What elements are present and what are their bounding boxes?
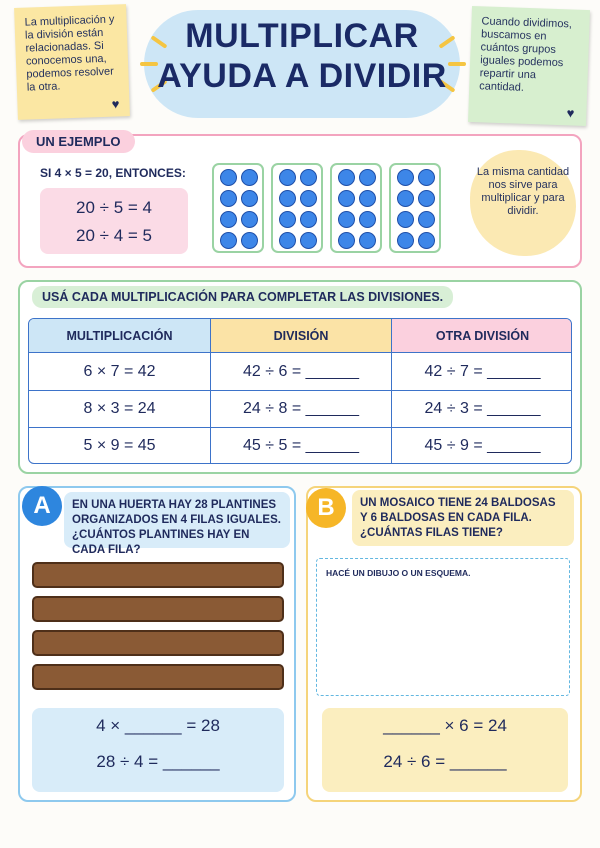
table-header: MULTIPLICACIÓN	[29, 319, 210, 353]
dot-icon	[338, 169, 355, 186]
garden-row	[32, 664, 284, 690]
example-result-2: 20 ÷ 4 = 5	[76, 226, 152, 245]
table-cell[interactable]: 45 ÷ 5 = ______	[211, 427, 391, 464]
title-line-2: AYUDA A DIVIDIR	[157, 57, 447, 95]
problem-a-badge: A	[22, 486, 62, 526]
garden-row	[32, 562, 284, 588]
dot-icon	[300, 232, 317, 249]
dot-icon	[397, 211, 414, 228]
dot-icon	[220, 190, 237, 207]
table-column-multiplication	[29, 319, 210, 464]
dot-icon	[279, 232, 296, 249]
dot-group	[271, 163, 323, 253]
dot-group	[330, 163, 382, 253]
dot-icon	[338, 190, 355, 207]
table-cell: 6 × 7 = 42	[83, 362, 156, 380]
dot-icon	[397, 190, 414, 207]
problem-b-question: UN MOSAICO TIENE 24 BALDOSAS Y 6 BALDOSAS EN CADA FILA. ¿CUÁNTAS FILAS TIENE?	[352, 490, 574, 546]
dot-icon	[300, 211, 317, 228]
dot-icon	[359, 169, 376, 186]
example-note-text: La misma cantidad nos sirve para multiplicar y para dividir.	[476, 166, 570, 217]
example-result-1: 20 ÷ 5 = 4	[76, 198, 152, 217]
dot-group	[389, 163, 441, 253]
dot-icon	[220, 211, 237, 228]
table-cell[interactable]: 42 ÷ 6 = ______	[243, 362, 359, 380]
problem-b-badge: B	[306, 488, 346, 528]
problem-b-answer-1[interactable]: ______ × 6 = 24	[383, 716, 507, 735]
example-intro: SI 4 × 5 = 20, ENTONCES:	[40, 166, 186, 180]
table-column-other-division	[391, 319, 572, 464]
problem-a-answer-2[interactable]: 28 ÷ 4 = ______	[96, 752, 220, 771]
table-header: OTRA DIVISIÓN	[392, 319, 572, 353]
table-cell[interactable]: 24 ÷ 3 = ______	[392, 390, 572, 427]
note-left	[14, 4, 130, 120]
title-line-1: MULTIPLICAR	[185, 17, 419, 55]
drawing-area[interactable]	[316, 558, 570, 696]
dot-group	[212, 163, 264, 253]
dot-icon	[279, 211, 296, 228]
table-cell[interactable]: 24 ÷ 8 = ______	[211, 390, 391, 427]
garden-row	[32, 630, 284, 656]
heart-icon: ♥	[111, 96, 120, 112]
note-right	[468, 6, 590, 126]
dot-icon	[418, 169, 435, 186]
dot-icon	[338, 211, 355, 228]
note-right-text: Cuando dividimos, buscamos en cuántos grupos iguales podemos repartir una cantidad.	[479, 15, 573, 94]
dot-icon	[241, 190, 258, 207]
table-column-division	[210, 319, 391, 464]
garden-row	[32, 596, 284, 622]
problem-b-answer-2[interactable]: 24 ÷ 6 = ______	[383, 752, 507, 771]
dot-icon	[359, 232, 376, 249]
dot-icon	[418, 232, 435, 249]
division-table	[28, 318, 572, 464]
dot-icon	[397, 232, 414, 249]
dot-icon	[300, 169, 317, 186]
dot-icon	[279, 169, 296, 186]
dot-icon	[397, 169, 414, 186]
dot-icon	[241, 211, 258, 228]
dot-icon	[241, 169, 258, 186]
table-cell[interactable]: 45 ÷ 9 = ______	[392, 427, 572, 464]
table-cell: 5 × 9 = 45	[29, 427, 210, 464]
problem-a-question: EN UNA HUERTA HAY 28 PLANTINES ORGANIZADOS EN 4 FILAS IGUALES. ¿CUÁNTOS PLANTINES HAY EN CADA FILA?	[64, 492, 290, 548]
dot-icon	[338, 232, 355, 249]
page-title	[144, 16, 460, 96]
dot-icon	[279, 190, 296, 207]
table-instruction: USÁ CADA MULTIPLICACIÓN PARA COMPLETAR LAS DIVISIONES.	[32, 286, 453, 308]
table-cell: 8 × 3 = 24	[29, 390, 210, 427]
dot-icon	[241, 232, 258, 249]
heart-icon: ♥	[566, 105, 575, 121]
example-label: UN EJEMPLO	[22, 130, 135, 153]
table-header: DIVISIÓN	[211, 319, 391, 353]
dot-icon	[220, 169, 237, 186]
dot-icon	[418, 190, 435, 207]
note-left-text: La multiplicación y la división están relacionadas. Si conocemos una, podemos resolver la otra.	[24, 13, 115, 94]
dot-icon	[300, 190, 317, 207]
drawing-prompt: HACÉ UN DIBUJO O UN ESQUEMA.	[326, 568, 471, 578]
table-cell[interactable]: 42 ÷ 7 = ______	[424, 362, 541, 380]
dot-icon	[220, 232, 237, 249]
dot-icon	[359, 190, 376, 207]
dot-icon	[418, 211, 435, 228]
dot-icon	[359, 211, 376, 228]
problem-a-answer-1[interactable]: 4 × ______ = 28	[96, 716, 220, 735]
